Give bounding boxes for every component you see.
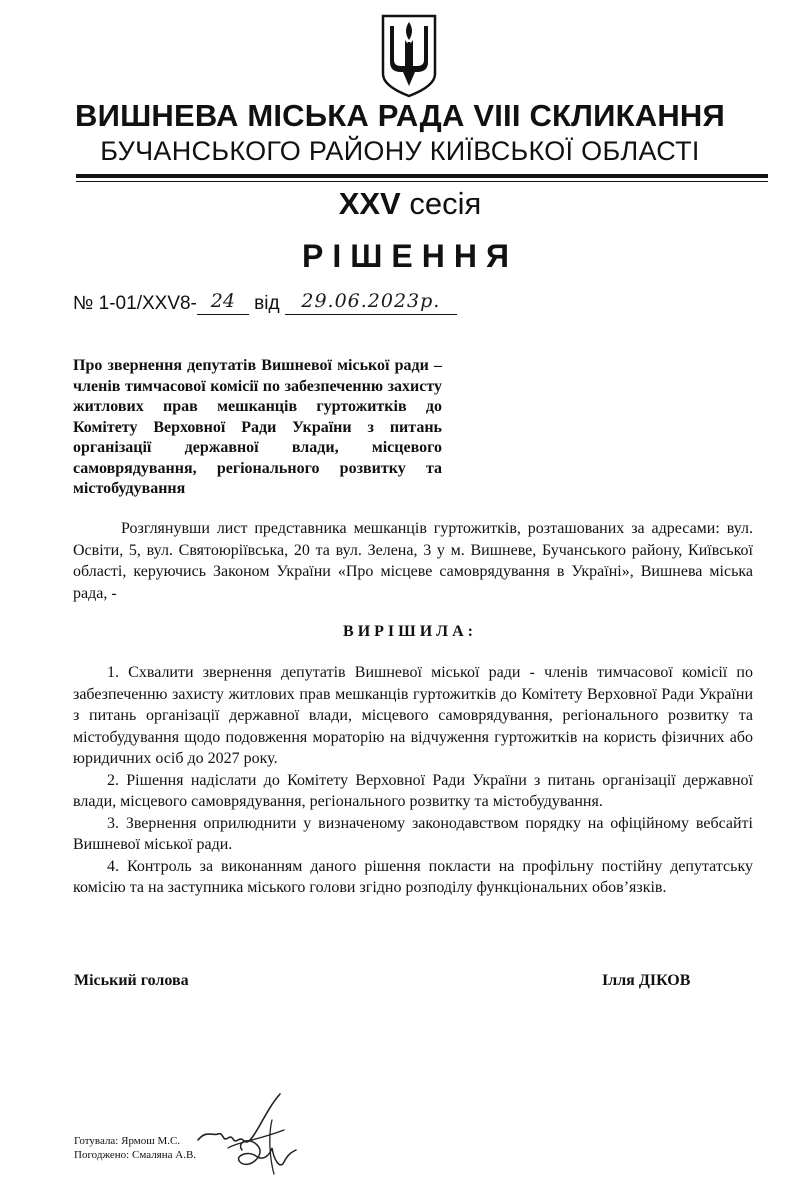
session-number: XXV (338, 186, 401, 221)
resolution-item-3: 3. Звернення оприлюднити у визначеному законодавством порядку на офіційному вебсайті Вишневої міської ради. (73, 814, 753, 853)
resolved-heading: ВИРІШИЛА: (343, 623, 477, 640)
trident-emblem-icon (379, 12, 439, 98)
decision-subject: Про звернення депутатів Вишневої міської ради – членів тимчасової комісії по забезпеченню захисту житлових прав мешканців гуртожитків до Комітету Верховної Ради України з питань організації державної влади, місцевого самоврядування, регіонального розвитку та містобудування (73, 357, 442, 497)
session-heading (0, 186, 800, 222)
council-title: ВИШНЕВА МІСЬКА РАДА VIII СКЛИКАННЯ (75, 98, 725, 133)
resolution-item-2: 2. Рішення надіслати до Комітету Верховної Ради України з питань організації державної влади, місцевого самоврядування, регіонального розвитку та містобудування. (73, 771, 753, 810)
resolution-item-1: 1. Схвалити звернення депутатів Вишневої міської ради - членів тимчасової комісії по забезпеченню захисту житлових прав мешканців гуртожитків до Комітету Верховної Ради України з питань організації державної влади, місцевого самоврядування, регіонального розвитку та містобудування щодо подовження мораторію на відчуження гуртожитків на користь фізичних або юридичних осіб до 2027 року. (73, 664, 753, 767)
decision-number-prefix: № 1-01/XXV8- (73, 293, 197, 314)
mayor-title: Міський голова (74, 972, 189, 989)
header-rule-thick (76, 174, 768, 178)
decision-number-line (73, 290, 457, 316)
header-rule-thin (76, 181, 768, 182)
council-subtitle: БУЧАНСЬКОГО РАЙОНУ КИЇВСЬКОЇ ОБЛАСТІ (100, 136, 700, 166)
mayor-name: Ілля ДІКОВ (602, 972, 691, 989)
handwritten-signature (188, 1090, 308, 1178)
session-word: сесія (409, 186, 482, 221)
date-prefix: від (254, 293, 280, 314)
prepared-by: Готувала: Ярмош М.С. (74, 1135, 181, 1147)
decision-date-handwritten: 29.06.2023р. (285, 290, 457, 315)
resolution-item-4: 4. Контроль за виконанням даного рішення покласти на профільну постійну депутатську комісію та на заступника міського голови згідно розподілу функціональних обов’язків. (73, 857, 753, 896)
decision-number-handwritten: 24 (197, 290, 249, 315)
agreed-by: Погоджено: Смаляна А.В. (74, 1149, 197, 1161)
resolution-items (73, 662, 753, 899)
decision-heading: РІШЕННЯ (302, 238, 518, 274)
preamble-paragraph: Розглянувши лист представника мешканців гуртожитків, розташованих за адресами: вул. Освіти, 5, вул. Святоюріївська, 20 та вул. Зелена, 3 у м. Вишневе, Бучанського району, Київської області, керуючись Законом України «Про місцеве самоврядування в Україні», Вишнева міська рада, - (73, 520, 753, 602)
